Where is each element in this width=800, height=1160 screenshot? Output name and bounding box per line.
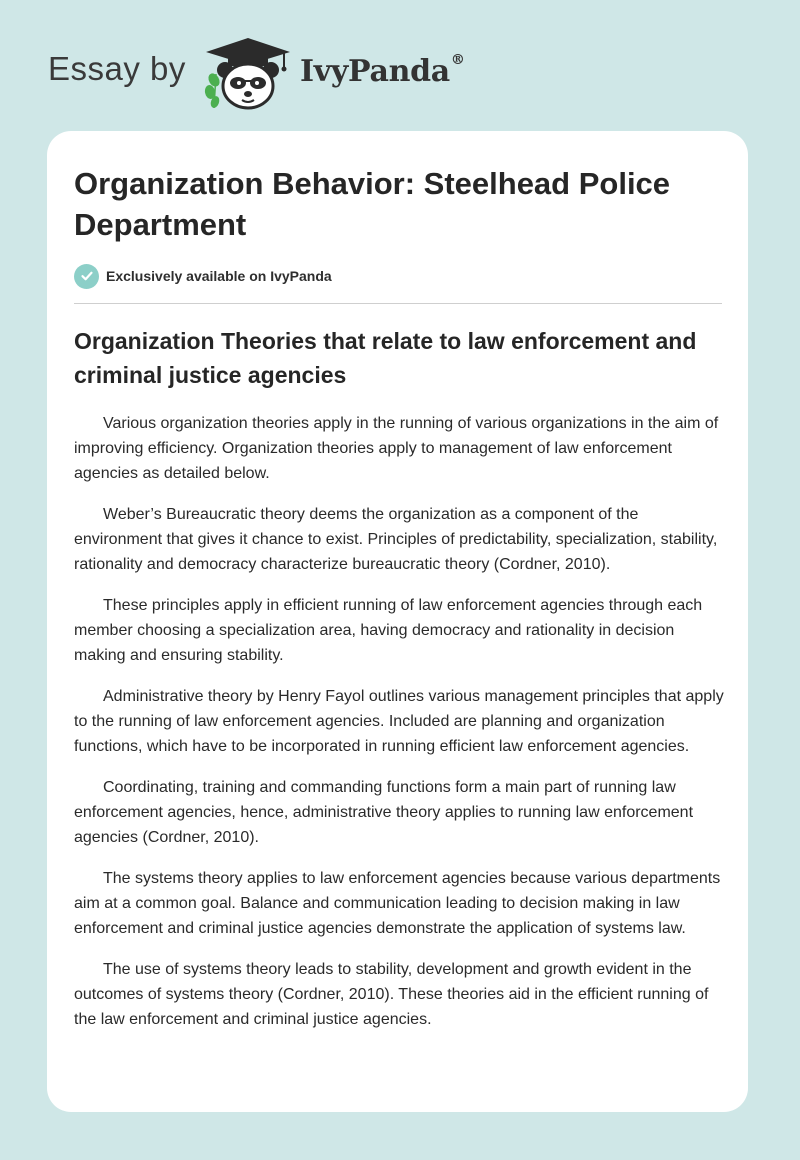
article-body: [74, 411, 725, 1048]
site-header: [0, 0, 800, 130]
page-title: Organization Behavior: Steelhead Police Department: [74, 166, 671, 242]
paragraph: Various organization theories apply in the running of various organizations in the aim of improving efficiency. Organization theories apply to management of law enforcement agencies as detailed below.: [74, 415, 719, 482]
section-heading: Organization Theories that relate to law enforcement and criminal justice agencies: [74, 328, 697, 388]
divider: [74, 303, 722, 304]
brand-name[interactable]: IvyPanda®: [300, 52, 465, 89]
paragraph: These principles apply in efficient running of law enforcement agencies through each member choosing a specialization area, having democracy and rationality in decision making and ensuring stability.: [74, 597, 703, 664]
paragraph: Weber’s Bureaucratic theory deems the organization as a component of the environment that gives it chance to exist. Principles of predictability, specialization, stability, rationality and democracy characterize bureaucratic theory (Cordner, 2010).: [74, 506, 718, 573]
panda-graduate-logo-icon[interactable]: [198, 34, 298, 112]
exclusive-badge: [74, 263, 332, 289]
essay-card: [47, 131, 748, 1112]
paragraph: The use of systems theory leads to stability, development and growth evident in the outcomes of systems theory (Cordner, 2010). These theories aid in the efficient running of the law enforcement and criminal justice agencies.: [74, 961, 709, 1028]
paragraph: The systems theory applies to law enforcement agencies because various departments aim at a common goal. Balance and communication leading to decision making in law enforcement and criminal justice agencies demonstrate the application of systems law.: [74, 870, 721, 937]
paragraph: Administrative theory by Henry Fayol outlines various management principles that apply to the running of law enforcement agencies. Included are planning and organization functions, which have to be incorporated in running efficient law enforcement agencies.: [74, 688, 724, 755]
paragraph: Coordinating, training and commanding functions form a main part of running law enforcement agencies, hence, administrative theory applies to running law enforcement agencies (Cordner, 2010).: [74, 779, 694, 846]
essay-by-label: Essay by: [48, 50, 186, 87]
registered-mark: ®: [450, 52, 465, 68]
exclusive-label: Exclusively available on IvyPanda: [106, 268, 332, 284]
check-icon: [74, 264, 99, 289]
